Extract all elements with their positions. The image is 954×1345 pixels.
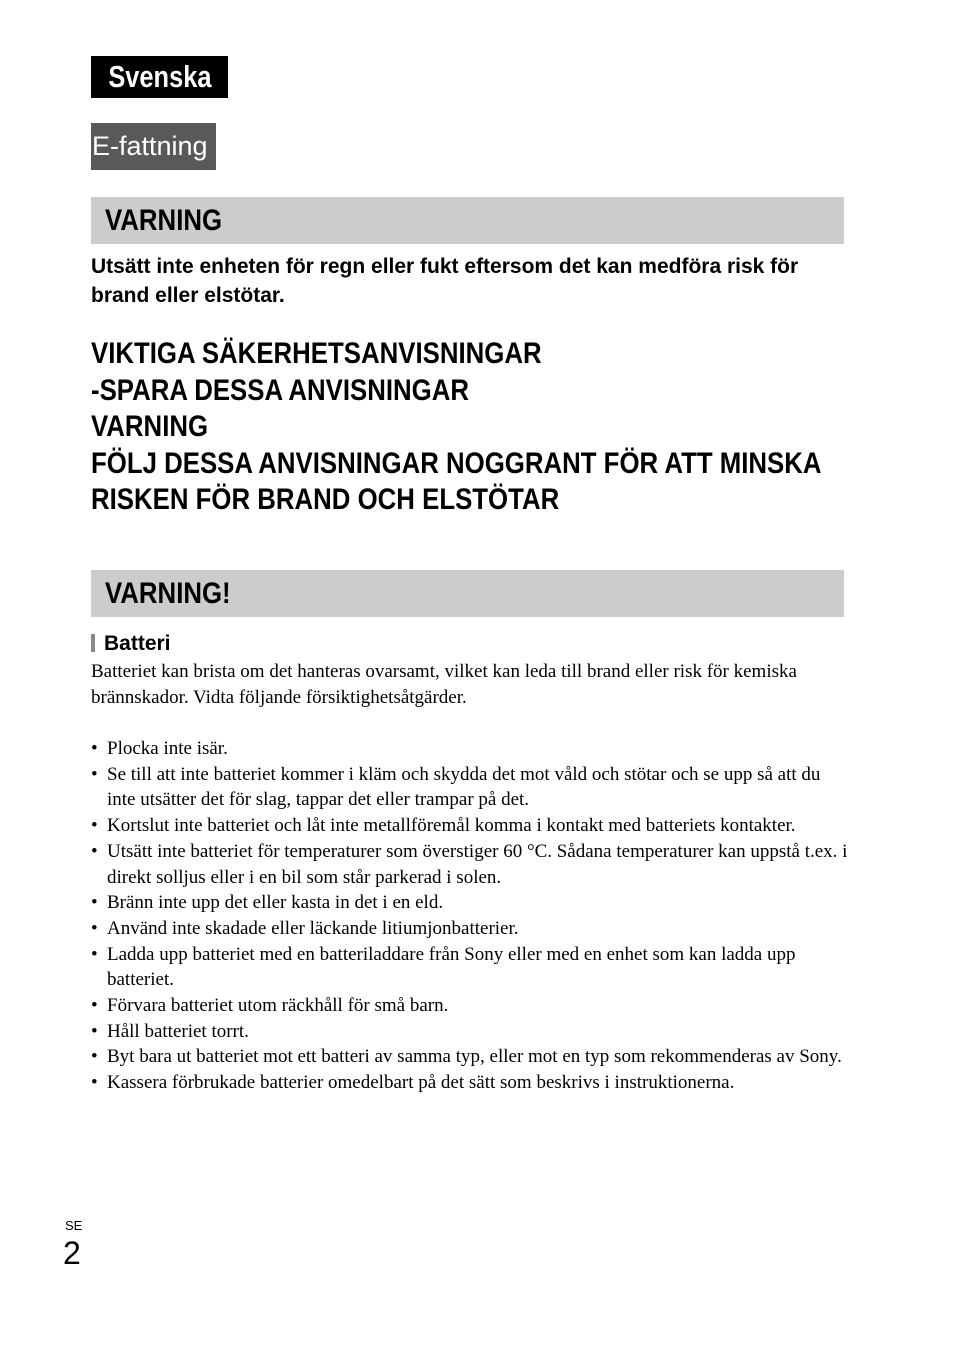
language-tab-label: Svenska bbox=[107, 59, 212, 94]
bullet-icon: • bbox=[91, 840, 98, 862]
caution-section-title: VARNING! bbox=[105, 577, 231, 610]
important-safety-instructions bbox=[91, 336, 911, 519]
bullet-icon: • bbox=[91, 763, 98, 785]
important-line: RISKEN FÖR BRAND OCH ELSTÖTAR bbox=[91, 483, 560, 516]
list-item: • Byt bara ut batteriet mot ett batteri av samma typ, eller mot en typ som rekommenderas av Sony. bbox=[91, 1044, 851, 1070]
list-item: • Plocka inte isär. bbox=[91, 736, 851, 762]
page-number: 2 bbox=[63, 1235, 81, 1271]
important-line: VARNING bbox=[91, 410, 209, 443]
bullet-icon: • bbox=[91, 1046, 98, 1068]
bullet-icon: • bbox=[91, 1020, 98, 1042]
page-language-code: SE bbox=[65, 1218, 83, 1233]
bullet-icon: • bbox=[91, 1072, 98, 1094]
list-item: • Bränn inte upp det eller kasta in det i en eld. bbox=[91, 890, 851, 916]
list-item: • Utsätt inte batteriet för temperaturer som överstiger 60 °C. Sådana temperaturer kan uppstå t.ex. i direkt solljus eller i en bil som står parkerad i solen. bbox=[91, 840, 848, 888]
list-item: • Håll batteriet torrt. bbox=[91, 1019, 851, 1045]
list-item: • Kortslut inte batteriet och låt inte metallföremål komma i kontakt med batteriets kontakter. bbox=[91, 813, 851, 839]
list-item: • Förvara batteriet utom räckhåll för små barn. bbox=[91, 993, 851, 1019]
important-line: FÖLJ DESSA ANVISNINGAR NOGGRANT FÖR ATT MINSKA bbox=[91, 446, 822, 480]
bullet-icon: • bbox=[91, 738, 98, 759]
important-line: VIKTIGA SÄKERHETSANVISNINGAR bbox=[91, 337, 542, 370]
battery-precautions-list bbox=[91, 736, 851, 1096]
bullet-icon: • bbox=[91, 995, 98, 1017]
bullet-icon: • bbox=[91, 892, 98, 914]
bullet-icon: • bbox=[91, 917, 98, 939]
battery-intro: Batteriet kan brista om det hanteras ovarsamt, vilket kan leda till brand eller risk för kemiska brännskador. Vidta följande försiktighetsåtgärder. bbox=[91, 661, 797, 708]
rain-moisture-warning: Utsätt inte enheten för regn eller fukt eftersom det kan medföra risk för brand eller elstötar. bbox=[91, 255, 799, 307]
language-tab bbox=[91, 56, 228, 98]
list-item: • Använd inte skadade eller läckande litiumjonbatterier. bbox=[91, 916, 851, 942]
bullet-icon: • bbox=[91, 815, 98, 837]
warning-section-title: VARNING bbox=[105, 204, 223, 237]
important-line: -SPARA DESSA ANVISNINGAR bbox=[91, 373, 469, 407]
warning-section-bar bbox=[91, 197, 844, 244]
battery-subheading-label: Batteri bbox=[104, 632, 171, 655]
caution-section-bar bbox=[91, 570, 844, 617]
subheading-marker bbox=[91, 634, 95, 652]
list-item: • Ladda upp batteriet med en batteriladdare från Sony eller med en enhet som kan ladda upp batteriet. bbox=[91, 943, 796, 991]
battery-subheading bbox=[91, 631, 171, 657]
list-item: • Se till att inte batteriet kommer i kläm och skydda det mot våld och stötar och se upp så att du inte utsätter det för slag, tappar det eller trampar på det. bbox=[91, 763, 821, 811]
bullet-icon: • bbox=[91, 943, 98, 965]
mount-tag: E-fattning bbox=[91, 123, 216, 170]
list-item: • Kassera förbrukade batterier omedelbart på det sätt som beskrivs i instruktionerna. bbox=[91, 1070, 851, 1096]
